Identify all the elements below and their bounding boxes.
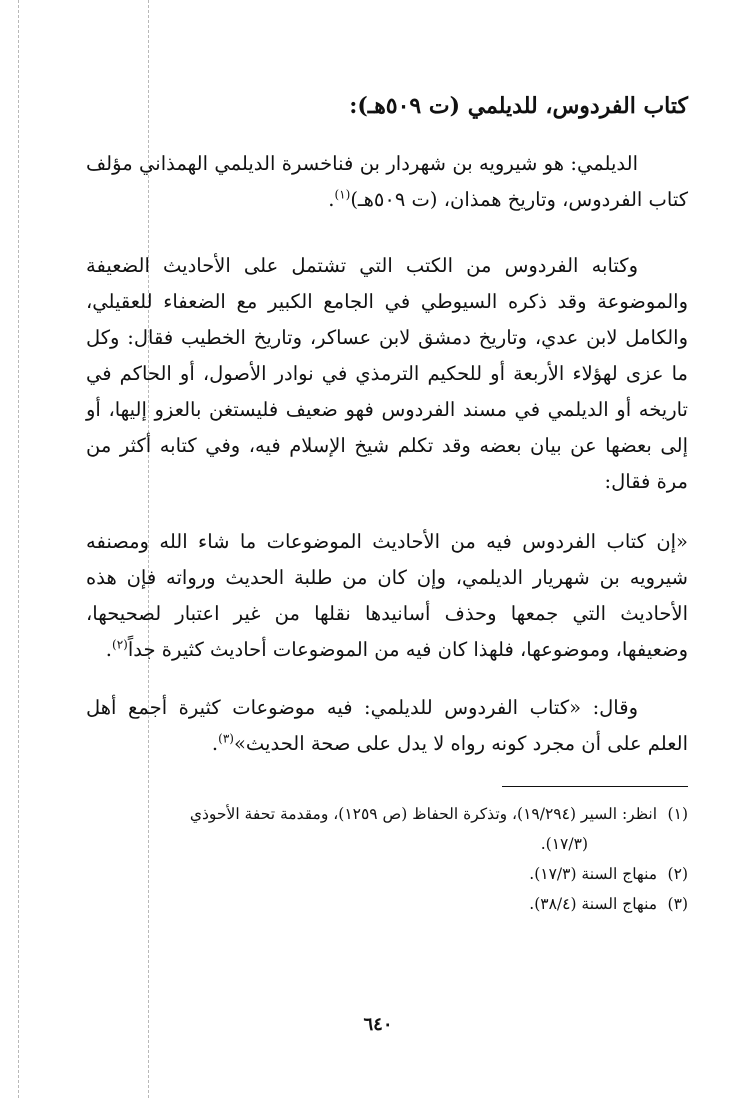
footnote-1: [86, 799, 688, 829]
footnote-number: (٣): [667, 895, 688, 913]
footnote-2: [86, 859, 688, 889]
paragraph-text: الديلمي: هو شيرويه بن شهردار بن فناخسرة الديلمي الهمذاني مؤلف كتاب الفردوس، وتاريخ همذان، (ت ٥٠٩هـ): [86, 152, 688, 211]
footnote-text: انظر: السير (١٩/٢٩٤)، وتذكرة الحفاظ (ص ١٢٥٩)، ومقدمة تحفة الأحوذي: [189, 805, 658, 823]
quote-text: وقال: «كتاب الفردوس للديلمي: فيه موضوعات كثيرة أجمع أهل العلم على أن مجرد كونه رواه لا يدل على صحة الحديث»: [86, 696, 688, 755]
footnotes: [86, 799, 688, 919]
paragraph-end: .: [328, 188, 335, 211]
footnote-3: [86, 889, 688, 919]
footnote-divider: [502, 786, 688, 787]
footnote-1-continuation: (١٧/٣).: [540, 835, 588, 853]
footnote-number: (١): [667, 805, 688, 823]
footnote-ref-1[interactable]: (١): [334, 187, 351, 202]
footnote-text: منهاج السنة (٣٨/٤).: [529, 895, 658, 913]
footnote-ref-2[interactable]: (٢): [112, 637, 128, 652]
book-page: [86, 86, 688, 919]
paragraph-dailami-bio: [86, 146, 688, 218]
quote-end: .: [211, 732, 219, 755]
section-title: كتاب الفردوس، للديلمي (ت ٥٠٩هـ):: [349, 93, 688, 119]
footnote-text: منهاج السنة (١٧/٣).: [529, 865, 658, 883]
footnote-ref-3[interactable]: (٣): [218, 731, 234, 746]
quote-end: .: [105, 638, 112, 661]
footnote-number: (٢): [667, 865, 688, 883]
scan-edge-left: [18, 0, 19, 1098]
quote-text: «إن كتاب الفردوس فيه من الأحاديث الموضوعات ما شاء الله ومصنفه شيرويه بن شهريار الديلمي، وإن كان من طلبة الحديث ورواته فإن هذه الأحاديث التي جمعها وحذف أسانيدها نقلها من غير اعتبار لصحيحها، وضعيفها، وموضوعها، فلهذا كان فيه من الموضوعات أحاديث كثيرة جداً: [86, 530, 688, 661]
paragraph-book-description: وكتابه الفردوس من الكتب التي تشتمل على الأحاديث الضعيفة والموضوعة وقد ذكره السيوطي في الجامع الكبير مع الضعفاء للعقيلي، والكامل لابن عدي، وتاريخ دمشق لابن عساكر، وتاريخ الخطيب فقال: وكل ما عزى لهؤلاء الأربعة أو للحكيم الترمذي في نوادر الأصول، أو الحاكم في تاريخه أو الديلمي في مسند الفردوس فهو ضعيف فليستغن بالعزو إليها، أو إلى بعضها عن بيان بعضه وقد تكلم شيخ الإسلام فيه، وفي كتابه أكثر من مرة فقال:: [86, 254, 688, 493]
paragraph-second-quote: [86, 690, 688, 762]
page-number: ٦٤٠: [363, 1014, 393, 1035]
paragraph-ibn-taymiyya-quote: [86, 524, 688, 668]
